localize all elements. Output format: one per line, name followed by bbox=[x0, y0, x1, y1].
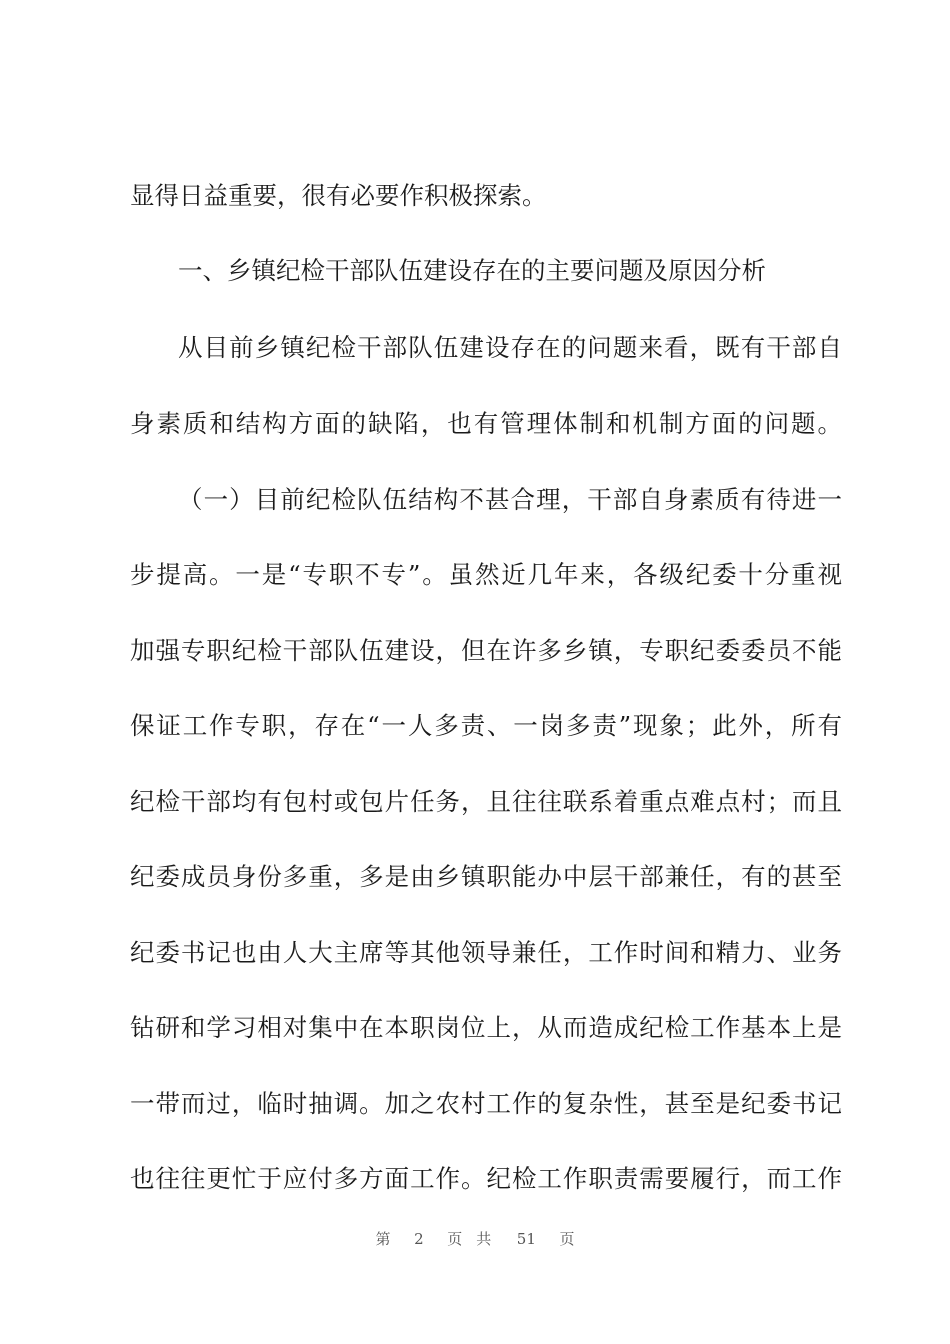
text-line-6: 步提高。一是“专职不专”。虽然近几年来，各级纪委十分重视 bbox=[130, 560, 842, 589]
text-line-14: 也往往更忙于应付多方面工作。纪检工作职责需要履行，而工作 bbox=[130, 1164, 842, 1193]
footer-label-after: 页 bbox=[559, 1230, 575, 1248]
subsection-heading: （一）目前纪检队伍结构不甚合理，干部自身素质有待进一 bbox=[178, 485, 842, 514]
text-line-7: 加强专职纪检干部队伍建设，但在许多乡镇，专职纪委委员不能 bbox=[130, 636, 842, 665]
text-line-9: 纪检干部均有包村或包片任务，且往往联系着重点难点村；而且 bbox=[130, 787, 842, 816]
footer-label-before: 第 bbox=[375, 1230, 391, 1248]
section-heading: 一、乡镇纪检干部队伍建设存在的主要问题及原因分析 bbox=[178, 256, 766, 285]
footer-label-middle: 页共 bbox=[447, 1230, 506, 1248]
text-line-1: 显得日益重要，很有必要作积极探索。 bbox=[130, 181, 547, 210]
text-line-11: 纪委书记也由人大主席等其他领导兼任，工作时间和精力、业务 bbox=[130, 938, 842, 967]
text-line-4: 身素质和结构方面的缺陷，也有管理体制和机制方面的问题。 bbox=[130, 409, 842, 438]
footer-total-pages: 51 bbox=[516, 1230, 536, 1248]
text-line-13: 一带而过，临时抽调。加之农村工作的复杂性，甚至是纪委书记 bbox=[130, 1089, 842, 1118]
text-line-8: 保证工作专职，存在“一人多责、一岗多责”现象；此外，所有 bbox=[130, 711, 842, 740]
footer-page-number: 2 bbox=[414, 1230, 424, 1248]
text-line-12: 钻研和学习相对集中在本职岗位上，从而造成纪检工作基本上是 bbox=[130, 1013, 842, 1042]
text-line-3: 从目前乡镇纪检干部队伍建设存在的问题来看，既有干部自 bbox=[178, 333, 842, 362]
text-line-10: 纪委成员身份多重，多是由乡镇职能办中层干部兼任，有的甚至 bbox=[130, 862, 842, 891]
page-footer bbox=[0, 1228, 950, 1249]
